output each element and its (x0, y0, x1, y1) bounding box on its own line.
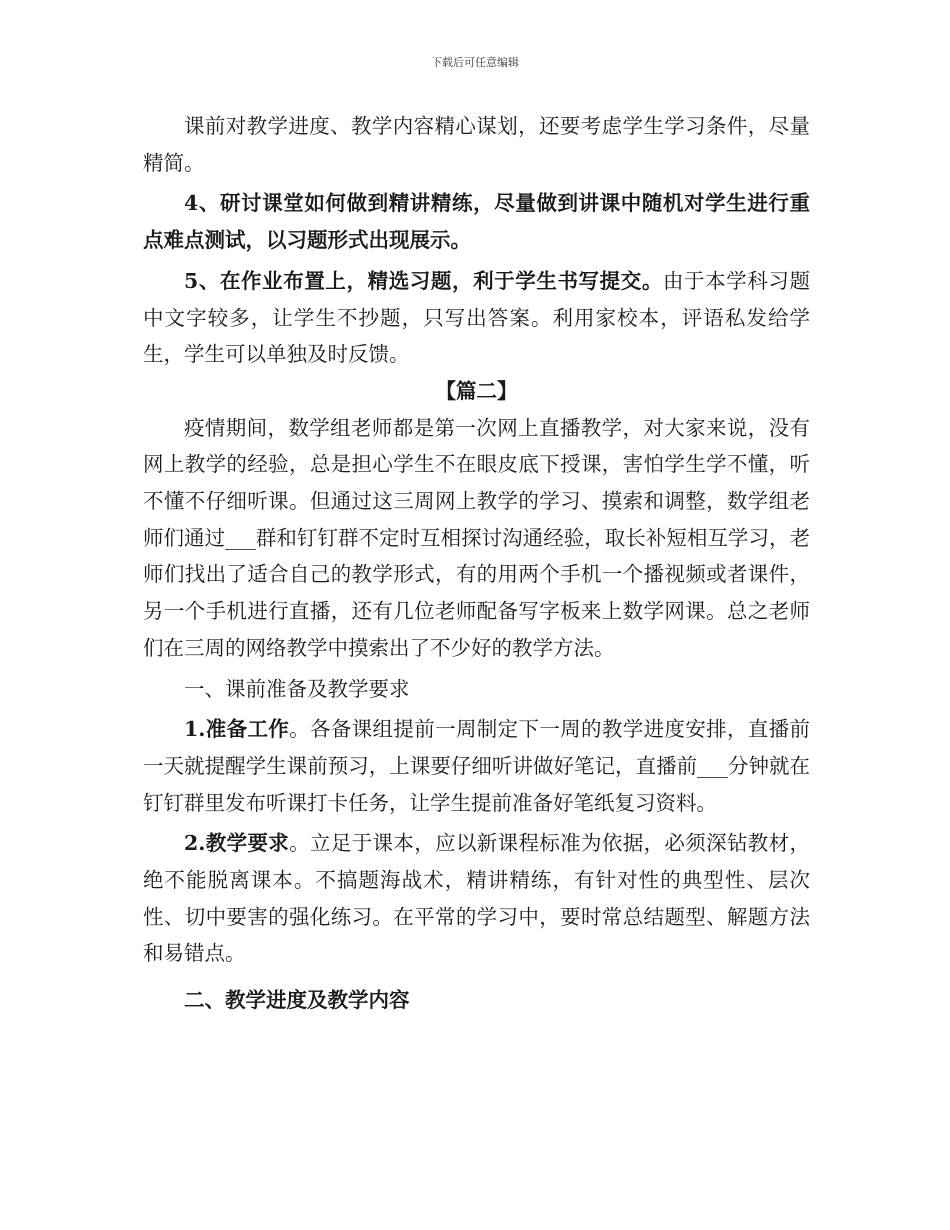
paragraph-5 (143, 711, 810, 821)
paragraph-3-rest: 由于本学科习题中文字较多，让学生不抄题，只写出答案。利用家校本，评语私发给学生，学生可以单独及时反馈。 (143, 268, 811, 367)
section-title: 【篇二】 (435, 378, 518, 403)
page-header: 下载后可任意编辑 (431, 56, 519, 69)
paragraph-3 (143, 263, 810, 373)
paragraph-2-bold: 4、研讨课堂如何做到精讲精练，尽量做到讲课中随机对学生进行重点难点测试，以习题形式出现展示。 (143, 191, 810, 253)
heading-2: 二、教学进度及教学内容 (184, 988, 410, 1013)
paragraph-4: 疫情期间，数学组老师都是第一次网上直播教学，对大家来说，没有网上教学的经验，总是担心学生不在眼皮底下授课，害怕学生学不懂，听不懂不仔细听课。但通过这三周网上教学的学习、摸索和调整，数学组老师们通过___群和钉钉群不定时互相探讨沟通经验，取长补短相互学习，老师们找出了适合自己的教学形式，有的用两个手机一个播视频或者课件，另一个手机进行直播，还有几位老师配备写字板来上数学网课。总之老师们在三周的网络教学中摸索出了不少好的教学方法。 (143, 415, 810, 660)
paragraph-1: 课前对教学进度、教学内容精心谋划，还要考虑学生学习条件，尽量精简。 (143, 114, 810, 175)
document-body (143, 108, 810, 1019)
paragraph-6-lead: 2.教学要求 (184, 831, 290, 856)
paragraph-3-lead: 5、在作业布置上，精选习题，利于学生书写提交。 (184, 268, 663, 293)
paragraph-5-lead: 1.准备工作 (184, 717, 290, 742)
heading-1: 一、课前准备及教学要求 (184, 676, 410, 701)
paragraph-6-rest: 。立足于课本，应以新课程标准为依据，必须深钻教材，绝不能脱离课本。不搞题海战术，精讲精练，有针对性的典型性、层次性、切中要害的强化练习。在平常的学习中，要时常总结题型、解题方法和易错点。 (143, 831, 811, 966)
paragraph-5-rest: 。各备课组提前一周制定下一周的教学进度安排，直播前一天就提醒学生课前预习，上课要仔细听讲做好笔记，直播前___分钟就在钉钉群里发布听课打卡任务，让学生提前准备好笔纸复习资料。 (143, 717, 811, 815)
paragraph-6 (143, 825, 810, 972)
